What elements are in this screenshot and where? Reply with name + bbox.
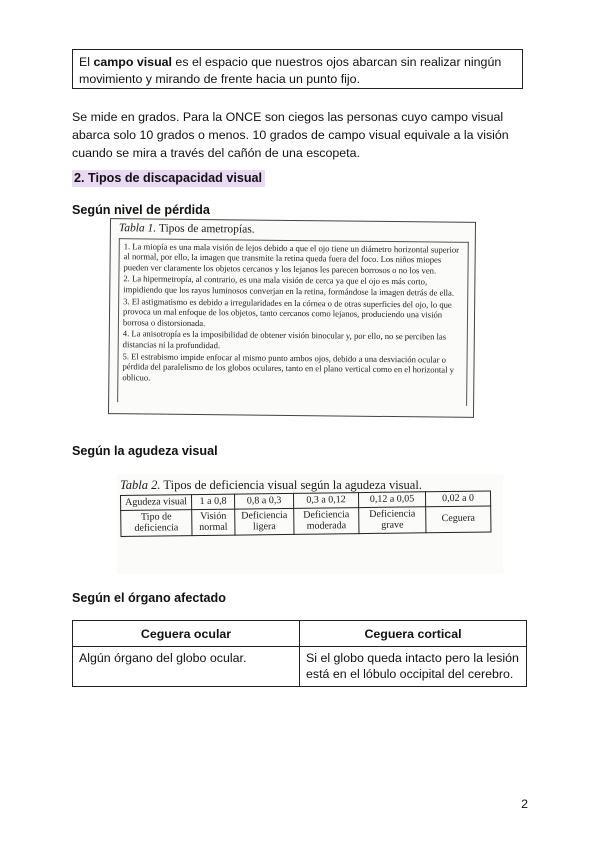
table-cell: Ceguera — [426, 505, 491, 532]
table-cell: 1 a 0,8 — [192, 494, 235, 509]
table1-scan — [108, 218, 476, 418]
table1-title — [119, 223, 469, 237]
definition-rest: es el espacio que nuestros ojos abarcan sin realizar ningún movimiento y mirando de frente hacia un punto fijo. — [79, 55, 502, 86]
measure-paragraph: Se mide en grados. Para la ONCE son ciegos las personas cuyo campo visual abarca solo 10 grados o menos. 10 grados de campo visual equivale a la visión cuando se mira a través del cañón de una escopeta. — [72, 110, 509, 160]
table1-item: 3. El astigmatismo es debido a irregularidades en la córnea o de otras superficies del ojo, lo que provoca un mal enfoque de los objetos, tanto cercanos como lejanos, produciendo una visión borrosa o distorsionada. — [122, 295, 452, 328]
table-cell: 0,3 a 0,12 — [293, 493, 358, 508]
table1-title-label: Tabla 1. — [118, 222, 157, 235]
definition-lead: El — [79, 55, 94, 69]
table-cell: 0,12 a 0,05 — [358, 492, 425, 507]
definition-term: campo visual — [93, 55, 172, 69]
table-header: Ceguera ocular — [73, 621, 300, 647]
table-cell: Tipo de deficiencia — [121, 509, 192, 536]
table-cell: Si el globo queda intacto pero la lesión está en el lóbulo occipital del cerebro. — [300, 647, 527, 687]
table1-item: 2. La hipermetropía, al contrario, es una mala visión de cerca ya que el ojo es más corto, impidiendo que los rayos luminosos converjan en la retina, formándose la imagen detrás de ella. — [123, 273, 455, 298]
section-heading: 2. Tipos de discapacidad visual — [72, 170, 265, 187]
page-number: 2 — [521, 797, 528, 811]
table-cell: Deficiencia ligera — [235, 508, 294, 535]
table1-title-text: Tipos de ametropías. — [156, 222, 255, 236]
table-row — [73, 647, 527, 687]
table-cell: Visión normal — [192, 509, 235, 536]
subheading-loss: Según nivel de pérdida — [72, 203, 210, 217]
organ-table — [72, 620, 527, 687]
table-cell: Algún órgano del globo ocular. — [73, 647, 300, 687]
table1-item: 5. El estrabismo impide enfocar al mismo punto ambos ojos, debido a una desviación ocular o pérdida del paralelismo de los globos oculares, tanto en el plano vertical como en el horizontal y oblicuo. — [122, 350, 454, 383]
table-header-row — [73, 621, 527, 647]
acuity-table — [120, 490, 491, 536]
table-row — [121, 505, 491, 536]
table-cell: 0,8 a 0,3 — [234, 493, 293, 508]
table-cell: Deficiencia moderada — [294, 507, 359, 534]
table1-item: 1. La miopía es una mala visión de lejos debido a que el ojo tiene un diámetro horizontal superior al normal, por ello, la imagen que transmite la retina queda fuera del foco. Los niños miopes pueden ver claramente los objetos cercanos y los lejanos les parecen borrosos o no los ven. — [123, 240, 460, 276]
table2-scan — [117, 474, 503, 574]
subheading-organ: Según el órgano afectado — [72, 591, 226, 605]
table1-body — [117, 238, 469, 406]
table-header: Ceguera cortical — [300, 621, 527, 647]
subheading-acuity: Según la agudeza visual — [72, 444, 218, 458]
table-cell: Deficiencia grave — [359, 506, 426, 533]
table2-title-text: Tipos de deficiencia visual según la agudeza visual. — [160, 478, 422, 492]
definition-box — [72, 49, 523, 89]
table1-item: 4. La anisotropía es la imposibilidad de obtener visión binocular y, por ello, no se perciben las distancias ni la profundidad. — [122, 328, 447, 351]
table2-title-label: Tabla 2. — [120, 478, 161, 492]
table-cell: 0,02 a 0 — [425, 491, 490, 506]
table-cell: Agudeza visual — [121, 495, 192, 510]
